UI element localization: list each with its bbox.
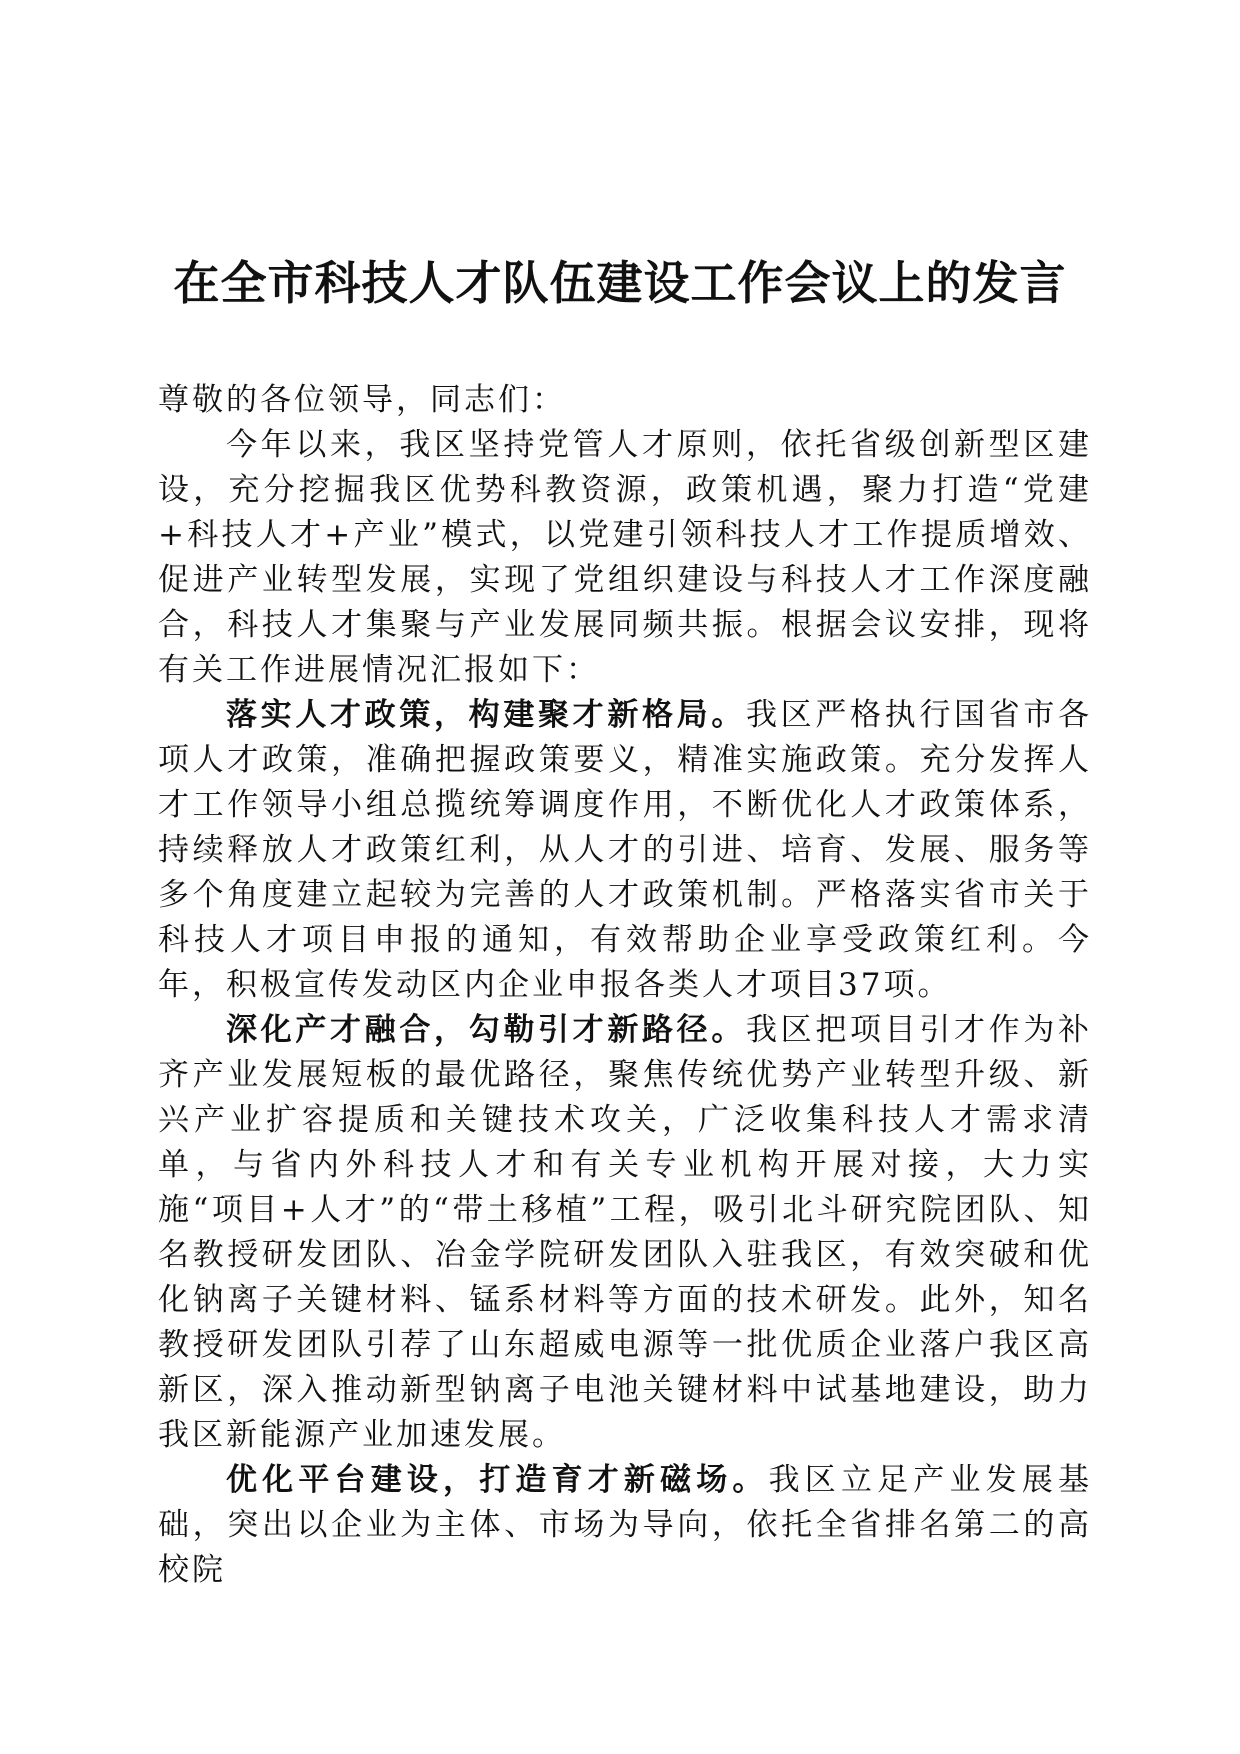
paragraph-text: 我区立足产业发展基础，突出以企业为主体、市场为导向，依托全省排名第二的高校院	[158, 1462, 1092, 1588]
document-title: 在全市科技人才队伍建设工作会议上的发言	[173, 256, 1067, 310]
paragraph-intro	[158, 423, 1092, 693]
paragraph-industry-integration	[158, 1008, 1092, 1458]
paragraph-talent-policy	[158, 693, 1092, 1008]
paragraph-platform-building	[158, 1458, 1092, 1593]
paragraph-text: 今年以来，我区坚持党管人才原则，依托省级创新型区建设，充分挖掘我区优势科教资源，政策机遇，聚力打造“党建+科技人才+产业”模式，以党建引领科技人才工作提质增效、促进产业转型发展，实现了党组织建设与科技人才工作深度融合，科技人才集聚与产业发展同频共振。根据会议安排，现将有关工作进展情况汇报如下：	[158, 427, 1092, 688]
paragraph-lead: 深化产才融合，勾勒引才新路径。	[226, 1012, 746, 1048]
paragraph-text: 我区把项目引才作为补齐产业发展短板的最优路径，聚焦传统优势产业转型升级、新兴产业扩容提质和关键技术攻关，广泛收集科技人才需求清单，与省内外科技人才和有关专业机构开展对接，大力实施“项目+人才”的“带土移植”工程，吸引北斗研究院团队、知名教授研发团队、冶金学院研发团队入驻我区，有效突破和优化钠离子关键材料、锰系材料等方面的技术研发。此外，知名教授研发团队引荐了山东超威电源等一批优质企业落户我区高新区，深入推动新型钠离子电池关键材料中试基地建设，助力我区新能源产业加速发展。	[158, 1012, 1092, 1453]
salutation: 尊敬的各位领导，同志们：	[158, 382, 566, 418]
paragraph-lead: 优化平台建设，打造育才新磁场。	[226, 1462, 769, 1498]
document-body	[158, 378, 1092, 1593]
paragraph-text: 我区严格执行国省市各项人才政策，准确把握政策要义，精准实施政策。充分发挥人才工作领导小组总揽统筹调度作用，不断优化人才政策体系，持续释放人才政策红利，从人才的引进、培育、发展、服务等多个角度建立起较为完善的人才政策机制。严格落实省市关于科技人才项目申报的通知，有效帮助企业享受政策红利。今年，积极宣传发动区内企业申报各类人才项目37项。	[158, 697, 1092, 1003]
paragraph-lead: 落实人才政策，构建聚才新格局。	[226, 697, 746, 733]
